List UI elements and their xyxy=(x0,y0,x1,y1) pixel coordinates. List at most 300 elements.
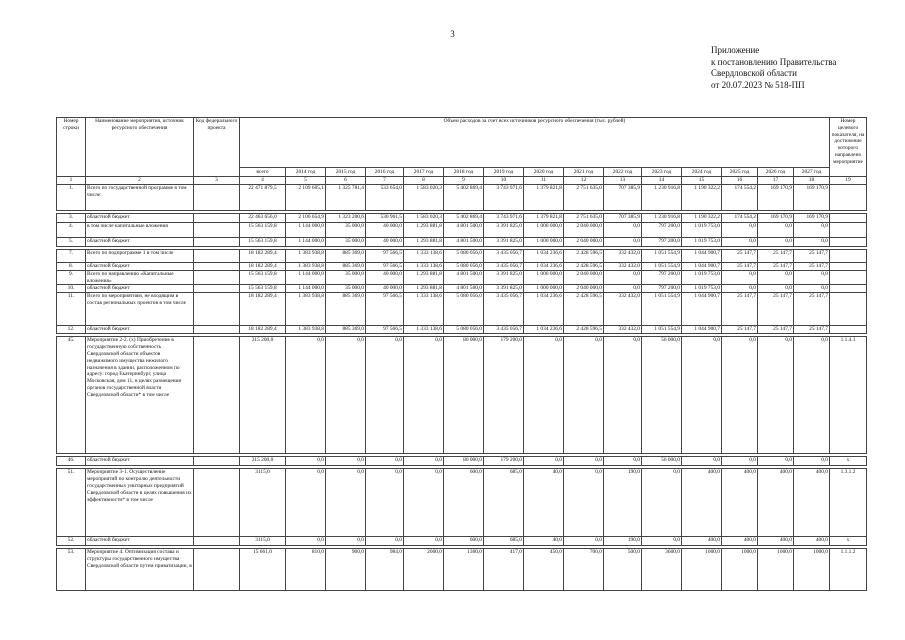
value-cell: 417,0 xyxy=(484,549,524,591)
value-cell: 1 051 554,9 xyxy=(642,262,682,270)
value-cell: 0,0 xyxy=(404,457,444,466)
row-number: 4. xyxy=(57,222,86,237)
value-cell: 1000,0 xyxy=(758,549,794,591)
value-cell: 3600,0 xyxy=(642,549,682,591)
table-row xyxy=(57,469,867,537)
row-target: х xyxy=(830,537,867,546)
value-cell: 1 293 881,8 xyxy=(404,285,444,293)
value-cell: 1000,0 xyxy=(794,549,830,591)
value-cell: 15 563 159,8 xyxy=(240,222,286,237)
value-cell: 0,0 xyxy=(286,537,326,546)
appendix-header xyxy=(711,45,836,91)
value-cell: 3 743 971,6 xyxy=(484,213,524,222)
value-cell: 885 369,0 xyxy=(326,262,366,270)
value-cell: 179 200,0 xyxy=(484,337,524,454)
row-name: областной бюджет xyxy=(86,285,194,293)
value-cell: 1 034 236,6 xyxy=(524,293,564,326)
column-index: 6 xyxy=(326,177,366,185)
row-number: 11. xyxy=(57,293,86,326)
value-cell: 0,0 xyxy=(326,537,366,546)
row-code xyxy=(194,549,240,591)
value-cell: 707 385,9 xyxy=(604,213,642,222)
value-cell: 1 000 000,0 xyxy=(524,285,564,293)
value-cell: 797 200,0 xyxy=(642,222,682,237)
value-cell: 0,0 xyxy=(794,337,830,454)
row-number: 52. xyxy=(57,537,86,546)
table-row xyxy=(57,326,867,334)
row-name: Мероприятие 2-2. (х) Приобретение в государственную собственность Свердловской области объектов недвижимого имущества нежилого назначения в здании, расположенном по адресу: город Екатеринбург, улица Московская, дом 11, в целях размещения органов государственной власти Свердловской области* в том числе xyxy=(86,337,194,454)
row-code xyxy=(194,270,240,285)
row-target: 1.1.4.1 xyxy=(830,337,867,454)
value-cell: 1 034 236,6 xyxy=(524,262,564,270)
value-cell: 0,0 xyxy=(794,222,830,237)
value-cell: 0,0 xyxy=(642,469,682,537)
value-cell: 700,0 xyxy=(564,549,604,591)
row-code xyxy=(194,249,240,262)
value-cell: 25 147,7 xyxy=(722,326,758,334)
value-cell: 450,0 xyxy=(524,549,564,591)
value-cell: 174 554,2 xyxy=(722,184,758,210)
value-cell: 0,0 xyxy=(604,457,642,466)
value-cell: 3 435 056,7 xyxy=(484,262,524,270)
value-cell: 3115,0 xyxy=(240,469,286,537)
value-cell: 15 563 159,8 xyxy=(240,285,286,293)
table-row xyxy=(57,222,867,237)
row-number: 51. xyxy=(57,469,86,537)
value-cell: 0,0 xyxy=(758,285,794,293)
header-year: 2019 год xyxy=(484,168,524,177)
value-cell: 1000,0 xyxy=(682,549,722,591)
header-year: 2022 год xyxy=(604,168,642,177)
appendix-line: Приложение xyxy=(711,45,760,55)
value-cell: 22 471 879,5 xyxy=(240,184,286,210)
header-year: 2016 год xyxy=(366,168,404,177)
row-name: Мероприятие 4. Оптимизация состава и структуры государственного имущества Свердловской области путем приватизации, в xyxy=(86,549,194,591)
table-row xyxy=(57,337,867,454)
header-name: Наименование мероприятия, источник ресурсного обеспечения xyxy=(86,118,194,177)
value-cell: 5 080 056,0 xyxy=(444,326,484,334)
value-cell: 174 554,2 xyxy=(722,213,758,222)
value-cell: 5 402 869,4 xyxy=(444,213,484,222)
value-cell: 35 000,0 xyxy=(326,285,366,293)
value-cell: 1 034 236,6 xyxy=(524,249,564,262)
header-volume: Объем расходов за счет всех источников ресурсного обеспечения (тыс. рублей) xyxy=(240,118,830,168)
appendix-line: Свердловской области xyxy=(711,68,797,78)
value-cell: 0,0 xyxy=(286,457,326,466)
value-cell: 25 147,7 xyxy=(758,249,794,262)
appendix-line: к постановлению Правительства xyxy=(711,56,837,67)
value-cell: 1 583 020,3 xyxy=(404,213,444,222)
value-cell: 0,0 xyxy=(404,537,444,546)
header-row-number: Номер строки xyxy=(57,118,86,177)
row-target: 1.3.1.2 xyxy=(830,469,867,537)
value-cell: 25 147,7 xyxy=(758,326,794,334)
row-number: 1. xyxy=(57,184,86,210)
value-cell: 2 428 596,5 xyxy=(564,262,604,270)
row-code xyxy=(194,237,240,246)
value-cell: 332 432,0 xyxy=(604,293,642,326)
value-cell: 0,0 xyxy=(404,337,444,454)
value-cell: 533 654,0 xyxy=(366,184,404,210)
value-cell: 1 333 138,6 xyxy=(404,249,444,262)
value-cell: 97 566,5 xyxy=(366,262,404,270)
value-cell: 2 751 635,0 xyxy=(564,184,604,210)
row-name: Всего по мероприятиям, не входящим в состав региональных проектов в том числе xyxy=(86,293,194,326)
value-cell: 97 566,5 xyxy=(366,293,404,326)
value-cell: 1 333 138,6 xyxy=(404,326,444,334)
value-cell: 15 563 159,8 xyxy=(240,270,286,285)
column-index: 12 xyxy=(564,177,604,185)
value-cell: 1 323 200,6 xyxy=(326,213,366,222)
value-cell: 0,0 xyxy=(794,270,830,285)
row-target xyxy=(830,213,867,222)
column-index: 19 xyxy=(830,177,867,185)
value-cell: 0,0 xyxy=(564,337,604,454)
value-cell: 0,0 xyxy=(604,237,642,246)
column-index: 18 xyxy=(794,177,830,185)
value-cell: 400,0 xyxy=(794,469,830,537)
value-cell: 2 109 605,1 xyxy=(286,184,326,210)
table-row xyxy=(57,184,867,210)
value-cell: 0,0 xyxy=(524,337,564,454)
value-cell: 332 432,0 xyxy=(604,262,642,270)
column-index: 3 xyxy=(194,177,240,185)
value-cell: 0,0 xyxy=(758,270,794,285)
value-cell: 1 019 753,0 xyxy=(682,237,722,246)
header-year: 2018 год xyxy=(444,168,484,177)
value-cell: 25 147,7 xyxy=(758,293,794,326)
value-cell: 0,0 xyxy=(404,469,444,537)
table-row xyxy=(57,249,867,262)
value-cell: 1 000 000,0 xyxy=(524,270,564,285)
row-number: 10. xyxy=(57,285,86,293)
row-name: областной бюджет xyxy=(86,537,194,546)
value-cell: 35 000,0 xyxy=(326,237,366,246)
value-cell: 332 432,0 xyxy=(604,249,642,262)
value-cell: 685,0 xyxy=(484,469,524,537)
value-cell: 1 383 938,8 xyxy=(286,293,326,326)
value-cell: 1 379 821,8 xyxy=(524,213,564,222)
value-cell: 1 000 000,0 xyxy=(524,237,564,246)
table-row xyxy=(57,237,867,246)
value-cell: 797 200,0 xyxy=(642,237,682,246)
value-cell: 0,0 xyxy=(564,457,604,466)
column-index: 14 xyxy=(642,177,682,185)
row-number: 3. xyxy=(57,213,86,222)
value-cell: 0,0 xyxy=(326,469,366,537)
value-cell: 1 044 900,7 xyxy=(682,293,722,326)
value-cell: 4 801 500,0 xyxy=(444,285,484,293)
value-cell: 1 000 000,0 xyxy=(524,222,564,237)
value-cell: 0,0 xyxy=(604,270,642,285)
row-code xyxy=(194,285,240,293)
value-cell: 984,0 xyxy=(366,549,404,591)
value-cell: 3 435 056,7 xyxy=(484,249,524,262)
value-cell: 0,0 xyxy=(366,337,404,454)
value-cell: 1 190 322,2 xyxy=(682,213,722,222)
value-cell: 18 182 289,4 xyxy=(240,293,286,326)
value-cell: 179 200,0 xyxy=(484,457,524,466)
value-cell: 0,0 xyxy=(326,457,366,466)
value-cell: 25 147,7 xyxy=(794,293,830,326)
value-cell: 2 428 596,5 xyxy=(564,249,604,262)
value-cell: 1 325 781,4 xyxy=(326,184,366,210)
value-cell: 1 051 554,9 xyxy=(642,249,682,262)
row-code xyxy=(194,222,240,237)
value-cell: 40,0 xyxy=(524,537,564,546)
row-code xyxy=(194,457,240,466)
row-code xyxy=(194,537,240,546)
row-number: 9. xyxy=(57,270,86,285)
row-name: областной бюджет xyxy=(86,262,194,270)
value-cell: 0,0 xyxy=(758,222,794,237)
value-cell: 40 000,0 xyxy=(366,237,404,246)
row-code xyxy=(194,262,240,270)
row-name: Всего по государственной программе в том числе: xyxy=(86,184,194,210)
value-cell: 97 566,5 xyxy=(366,326,404,334)
value-cell: 1000,0 xyxy=(722,549,758,591)
value-cell: 0,0 xyxy=(682,457,722,466)
row-code xyxy=(194,326,240,334)
value-cell: 190,0 xyxy=(604,469,642,537)
value-cell: 2 751 635,0 xyxy=(564,213,604,222)
value-cell: 15 661,0 xyxy=(240,549,286,591)
value-cell: 885 369,0 xyxy=(326,249,366,262)
row-target xyxy=(830,270,867,285)
value-cell: 400,0 xyxy=(682,537,722,546)
value-cell: 5 080 056,0 xyxy=(444,249,484,262)
table-row xyxy=(57,285,867,293)
value-cell: 0,0 xyxy=(682,337,722,454)
value-cell: 3 391 825,0 xyxy=(484,237,524,246)
value-cell: 3 391 825,0 xyxy=(484,285,524,293)
value-cell: 1 583 020,3 xyxy=(404,184,444,210)
value-cell: 25 147,7 xyxy=(758,262,794,270)
value-cell: 400,0 xyxy=(758,537,794,546)
value-cell: 530 961,5 xyxy=(366,213,404,222)
value-cell: 18 182 289,4 xyxy=(240,249,286,262)
value-cell: 600,0 xyxy=(444,537,484,546)
table-row xyxy=(57,213,867,222)
value-cell: 1 019 753,0 xyxy=(682,285,722,293)
column-index: 2 xyxy=(86,177,194,185)
value-cell: 1 144 000,0 xyxy=(286,237,326,246)
value-cell: 0,0 xyxy=(758,337,794,454)
value-cell: 0,0 xyxy=(758,457,794,466)
value-cell: 400,0 xyxy=(722,469,758,537)
value-cell: 3 743 971,6 xyxy=(484,184,524,210)
appendix-line: от 20.07.2023 № 518-ПП xyxy=(711,79,805,90)
value-cell: 0,0 xyxy=(524,457,564,466)
value-cell: 2 428 596,5 xyxy=(564,326,604,334)
value-cell: 1 044 900,7 xyxy=(682,262,722,270)
value-cell: 1 383 938,8 xyxy=(286,249,326,262)
value-cell: 25 147,7 xyxy=(794,326,830,334)
value-cell: 315 200,0 xyxy=(240,457,286,466)
column-index: 16 xyxy=(722,177,758,185)
column-index: 10 xyxy=(484,177,524,185)
column-index: 11 xyxy=(524,177,564,185)
value-cell: 1 034 236,6 xyxy=(524,326,564,334)
value-cell: 5 402 869,4 xyxy=(444,184,484,210)
column-index: 15 xyxy=(682,177,722,185)
row-number: 46. xyxy=(57,457,86,466)
value-cell: 18 182 289,4 xyxy=(240,262,286,270)
value-cell: 0,0 xyxy=(794,237,830,246)
table-row xyxy=(57,549,867,591)
value-cell: 1 019 753,0 xyxy=(682,270,722,285)
value-cell: 315 200,0 xyxy=(240,337,286,454)
header-year: всего xyxy=(240,168,286,177)
value-cell: 0,0 xyxy=(794,285,830,293)
value-cell: 4 801 500,0 xyxy=(444,222,484,237)
value-cell: 169 170,9 xyxy=(758,184,794,210)
value-cell: 0,0 xyxy=(722,337,758,454)
value-cell: 0,0 xyxy=(326,337,366,454)
value-cell: 169 170,9 xyxy=(794,184,830,210)
header-year: 2024 год xyxy=(682,168,722,177)
value-cell: 25 147,7 xyxy=(722,293,758,326)
row-code xyxy=(194,213,240,222)
value-cell: 0,0 xyxy=(722,237,758,246)
value-cell: 35 000,0 xyxy=(326,270,366,285)
value-cell: 900,0 xyxy=(326,549,366,591)
value-cell: 1 383 938,8 xyxy=(286,262,326,270)
value-cell: 4 801 500,0 xyxy=(444,237,484,246)
value-cell: 685,0 xyxy=(484,537,524,546)
value-cell: 1 144 000,0 xyxy=(286,222,326,237)
header-year: 2017 год xyxy=(404,168,444,177)
value-cell: 15 563 159,8 xyxy=(240,237,286,246)
value-cell: 400,0 xyxy=(722,537,758,546)
value-cell: 1 019 753,0 xyxy=(682,222,722,237)
row-number: 12. xyxy=(57,326,86,334)
table-row xyxy=(57,457,867,466)
table-row xyxy=(57,262,867,270)
value-cell: 97 566,5 xyxy=(366,249,404,262)
header-year: 2026 год xyxy=(758,168,794,177)
expenditure-table-container xyxy=(56,117,865,591)
row-target xyxy=(830,222,867,237)
value-cell: 1 333 138,6 xyxy=(404,262,444,270)
value-cell: 0,0 xyxy=(604,337,642,454)
value-cell: 810,0 xyxy=(286,549,326,591)
value-cell: 0,0 xyxy=(366,457,404,466)
column-index: 17 xyxy=(758,177,794,185)
value-cell: 400,0 xyxy=(758,469,794,537)
expenditure-table xyxy=(56,117,867,591)
header-code: Код федерального проекта xyxy=(194,118,240,177)
table-row xyxy=(57,270,867,285)
value-cell: 2 040 000,0 xyxy=(564,285,604,293)
header-year: 2014 год xyxy=(286,168,326,177)
value-cell: 5 080 056,0 xyxy=(444,293,484,326)
row-target xyxy=(830,249,867,262)
row-code xyxy=(194,337,240,454)
value-cell: 400,0 xyxy=(682,469,722,537)
row-name: областной бюджет xyxy=(86,213,194,222)
value-cell: 1 044 900,7 xyxy=(682,326,722,334)
value-cell: 0,0 xyxy=(366,537,404,546)
value-cell: 2 106 654,9 xyxy=(286,213,326,222)
row-number: 45. xyxy=(57,337,86,454)
column-index: 9 xyxy=(444,177,484,185)
header-target: Номер целевого показателя, на достижение которого направлено мероприятие xyxy=(830,118,867,177)
value-cell: 0,0 xyxy=(758,237,794,246)
value-cell: 0,0 xyxy=(366,469,404,537)
row-name: Всего по подпрограмме 1 в том числе xyxy=(86,249,194,262)
value-cell: 400,0 xyxy=(794,537,830,546)
value-cell: 190,0 xyxy=(604,537,642,546)
row-name: Мероприятие 3-1. Осуществление мероприятий по контролю деятельности государственных унитарных предприятий Свердловской области в целях повышения их эффективности* в том числе xyxy=(86,469,194,537)
value-cell: 22 463 656,0 xyxy=(240,213,286,222)
column-index: 13 xyxy=(604,177,642,185)
header-year: 2027 год xyxy=(794,168,830,177)
value-cell: 3 435 056,7 xyxy=(484,293,524,326)
value-cell: 80 000,0 xyxy=(444,337,484,454)
row-code xyxy=(194,293,240,326)
value-cell: 1 383 938,8 xyxy=(286,326,326,334)
value-cell: 25 147,7 xyxy=(722,249,758,262)
value-cell: 5 080 056,0 xyxy=(444,262,484,270)
row-target xyxy=(830,285,867,293)
value-cell: 0,0 xyxy=(794,457,830,466)
row-number: 8. xyxy=(57,262,86,270)
row-code xyxy=(194,184,240,210)
row-target xyxy=(830,184,867,210)
value-cell: 35 000,0 xyxy=(326,222,366,237)
value-cell: 3 435 056,7 xyxy=(484,326,524,334)
page-number: 3 xyxy=(450,29,455,39)
table-row xyxy=(57,293,867,326)
value-cell: 56 000,0 xyxy=(642,457,682,466)
column-index-row xyxy=(57,177,867,185)
value-cell: 2000,0 xyxy=(404,549,444,591)
row-name: областной бюджет xyxy=(86,326,194,334)
value-cell: 25 147,7 xyxy=(794,249,830,262)
value-cell: 1 044 900,7 xyxy=(682,249,722,262)
value-cell: 2 428 596,5 xyxy=(564,293,604,326)
value-cell: 1 293 881,8 xyxy=(404,222,444,237)
value-cell: 885 369,0 xyxy=(326,326,366,334)
row-target: х xyxy=(830,457,867,466)
value-cell: 40 000,0 xyxy=(366,270,404,285)
value-cell: 1 144 000,0 xyxy=(286,270,326,285)
value-cell: 797 200,0 xyxy=(642,285,682,293)
row-number: 7. xyxy=(57,249,86,262)
column-index: 7 xyxy=(366,177,404,185)
value-cell: 1 333 138,6 xyxy=(404,293,444,326)
value-cell: 600,0 xyxy=(444,469,484,537)
value-cell: 0,0 xyxy=(286,337,326,454)
value-cell: 40,0 xyxy=(524,469,564,537)
value-cell: 0,0 xyxy=(564,469,604,537)
value-cell: 169 170,9 xyxy=(794,213,830,222)
value-cell: 1 379 821,8 xyxy=(524,184,564,210)
column-index: 5 xyxy=(286,177,326,185)
value-cell: 3 391 825,0 xyxy=(484,270,524,285)
value-cell: 2 040 000,0 xyxy=(564,237,604,246)
value-cell: 25 147,7 xyxy=(722,262,758,270)
value-cell: 40 000,0 xyxy=(366,222,404,237)
row-target xyxy=(830,237,867,246)
row-target xyxy=(830,326,867,334)
table-row xyxy=(57,537,867,546)
header-year: 2023 год xyxy=(642,168,682,177)
header-year: 2015 год xyxy=(326,168,366,177)
row-target xyxy=(830,293,867,326)
row-name: областной бюджет xyxy=(86,457,194,466)
